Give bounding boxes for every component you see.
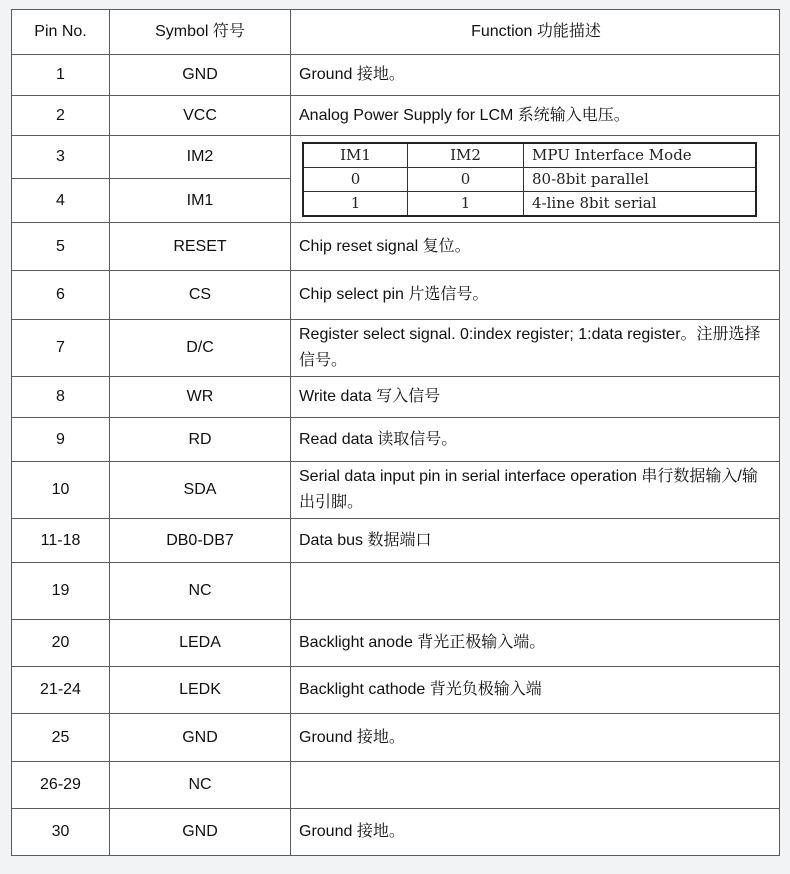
header-function: Function 功能描述 <box>291 10 780 55</box>
mode-header-im1: IM1 <box>303 143 408 168</box>
mode-header-im2: IM2 <box>408 143 524 168</box>
pin-function <box>291 563 780 620</box>
mode-im1-value: 1 <box>303 192 408 217</box>
pin-symbol: RD <box>110 418 291 462</box>
pin-symbol: GND <box>110 809 291 856</box>
pin-number: 25 <box>12 714 110 762</box>
table-row <box>12 667 780 714</box>
pin-symbol: NC <box>110 762 291 809</box>
pin-number: 7 <box>12 320 110 377</box>
pin-number: 4 <box>12 179 110 223</box>
table-row <box>12 320 780 377</box>
table-row <box>12 418 780 462</box>
pin-symbol: VCC <box>110 96 291 136</box>
pin-definition-table <box>11 9 780 856</box>
pin-number: 3 <box>12 136 110 179</box>
pin-function: Register select signal. 0:index register; 1:data register。注册选择信号。 <box>291 320 780 377</box>
table-row <box>12 519 780 563</box>
mpu-interface-mode-table <box>302 142 757 217</box>
pin-function: Backlight anode 背光正极输入端。 <box>291 620 780 667</box>
pin-symbol: GND <box>110 714 291 762</box>
mode-im2-value: 1 <box>408 192 524 217</box>
header-pin-no: Pin No. <box>12 10 110 55</box>
pin-number: 10 <box>12 462 110 519</box>
pin-function <box>291 762 780 809</box>
mode-description: 80-8bit parallel <box>524 168 757 192</box>
table-row <box>12 55 780 96</box>
pin-number: 11-18 <box>12 519 110 563</box>
pin-symbol: LEDK <box>110 667 291 714</box>
pin-number: 6 <box>12 271 110 320</box>
pin-function: Chip select pin 片选信号。 <box>291 271 780 320</box>
pin-symbol: D/C <box>110 320 291 377</box>
table-row <box>12 271 780 320</box>
pin-number: 19 <box>12 563 110 620</box>
mode-row <box>303 168 756 192</box>
pin-function: Write data 写入信号 <box>291 377 780 418</box>
pin-symbol: WR <box>110 377 291 418</box>
pin-number: 5 <box>12 223 110 271</box>
table-row <box>12 563 780 620</box>
pin-number: 20 <box>12 620 110 667</box>
mode-header-row <box>303 143 756 168</box>
table-row <box>12 714 780 762</box>
pin-symbol: RESET <box>110 223 291 271</box>
pin-symbol: SDA <box>110 462 291 519</box>
pin-number: 1 <box>12 55 110 96</box>
pin-function: Read data 读取信号。 <box>291 418 780 462</box>
mode-header-mode: MPU Interface Mode <box>524 143 757 168</box>
table-row <box>12 462 780 519</box>
table-row <box>12 377 780 418</box>
pin-number: 8 <box>12 377 110 418</box>
pin-symbol: GND <box>110 55 291 96</box>
pin-function: Data bus 数据端口 <box>291 519 780 563</box>
pin-function: Chip reset signal 复位。 <box>291 223 780 271</box>
header-row <box>12 10 780 55</box>
pin-function: Analog Power Supply for LCM 系统输入电压。 <box>291 96 780 136</box>
mpu-mode-cell <box>291 136 780 223</box>
mode-im2-value: 0 <box>408 168 524 192</box>
table-row <box>12 223 780 271</box>
pin-number: 26-29 <box>12 762 110 809</box>
pin-symbol: IM1 <box>110 179 291 223</box>
pin-function: Serial data input pin in serial interface operation 串行数据输入/输出引脚。 <box>291 462 780 519</box>
pin-number: 30 <box>12 809 110 856</box>
table-row <box>12 136 780 179</box>
table-row <box>12 96 780 136</box>
pin-number: 9 <box>12 418 110 462</box>
header-symbol: Symbol 符号 <box>110 10 291 55</box>
pin-number: 21-24 <box>12 667 110 714</box>
mode-im1-value: 0 <box>303 168 408 192</box>
pin-function: Backlight cathode 背光负极输入端 <box>291 667 780 714</box>
mode-row <box>303 192 756 217</box>
pin-function: Ground 接地。 <box>291 714 780 762</box>
pin-symbol: LEDA <box>110 620 291 667</box>
pin-symbol: IM2 <box>110 136 291 179</box>
pin-symbol: CS <box>110 271 291 320</box>
table-row <box>12 620 780 667</box>
pin-number: 2 <box>12 96 110 136</box>
mode-description: 4-line 8bit serial <box>524 192 757 217</box>
pin-function: Ground 接地。 <box>291 55 780 96</box>
pin-symbol: DB0-DB7 <box>110 519 291 563</box>
pin-symbol: NC <box>110 563 291 620</box>
table-row <box>12 762 780 809</box>
table-row <box>12 809 780 856</box>
pin-function: Ground 接地。 <box>291 809 780 856</box>
